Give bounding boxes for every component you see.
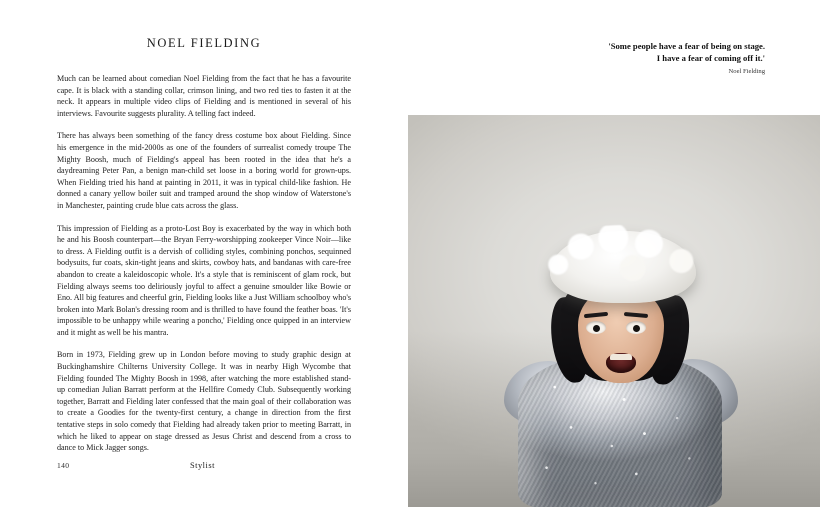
page-number: 140 bbox=[57, 461, 70, 470]
body-paragraph-1: Much can be learned about comedian Noel Fielding from the fact that he has a favourite cape. It is black with a standing collar, crimson lining, and two red ties to fasten it at the neck. It appears in multiple video clips of Fielding and is mentioned in several of his interviews. Favourite suggests plurality. A telling fact indeed. bbox=[57, 74, 351, 118]
pupil-left bbox=[593, 325, 600, 332]
teeth bbox=[610, 354, 632, 360]
pull-quote-line-1: 'Some people have a fear of being on stage. bbox=[608, 41, 765, 51]
eye-right bbox=[626, 321, 646, 334]
portrait-photo bbox=[408, 115, 820, 507]
pupil-right bbox=[633, 325, 640, 332]
pull-quote-line-2: I have a fear of coming off it.' bbox=[656, 53, 765, 64]
running-head: Stylist bbox=[190, 461, 215, 470]
article-text-column bbox=[57, 36, 351, 465]
body-paragraph-4: Born in 1973, Fielding grew up in London before moving to study graphic design at Buckinghamshire Chilterns University College. It was in nearby High Wycombe that Fielding founded The Mighty Boosh in 1998, after watching the more established stand-up comedian Julian Barratt perform at the Hellfire Comedy Club. Subsequently working together, Barratt and Fielding later confessed that the main goal of their collaboration was to create a Goodies for the twenty-first century, a change in direction from the first tentative steps in solo comedy that Fielding had already taken prior to meeting Barratt, in which he liked to appear on stage dressed as Jesus Christ and descend from a cross to dance to Mick Jagger songs. bbox=[57, 350, 351, 453]
fur-hat bbox=[550, 231, 696, 303]
body-paragraph-2: There has always been something of the fancy dress costume box about Fielding. Since his emergence in the mid-2000s as one of the founders of surrealist comedy troupe The Mighty Boosh, much of Fielding's appeal has been rooted in the idea that he's a daydreaming Peter Pan, a benign man-child set loose in a boring world for grown-ups. When Fielding tried his hand at painting in 2011, it was in typical child-like fashion. He donned a canary yellow boiler suit and tramped around the shop window of Waterstone's in Manchester, painting crude blue cats across the glass. bbox=[57, 131, 351, 210]
pull-quote-attribution: Noel Fielding bbox=[728, 68, 765, 76]
fur-texture bbox=[542, 225, 704, 297]
eye-left bbox=[586, 321, 606, 334]
body-paragraph-3: This impression of Fielding as a proto-Lost Boy is exacerbated by the way in which both he and his Boosh counterpart—the Bryan Ferry-worshipping zookeeper Vince Noir—like to dress. A Fielding outfit is a dervish of colliding styles, combining ponchos, sequinned bodysuits, fur coats, skin-tight jeans and skirts, cowboy hats, and bandanas with care-free abandon to create a kaleidoscopic whole. It's a style that is reminiscent of glam rock, but Fielding always seems too deliriously joyful to affect a genuine smoulder like Bowie or Eno. All big features and cheerful grin, Fielding looks like a Just William schoolboy who's broken into Mark Bolan's dressing room and is thrilled to have found the feather boas. 'It's impossible to be unhappy while wearing a poncho,' Fielding once quipped in an interview and it might as well be his mantra. bbox=[57, 223, 351, 337]
mouth bbox=[606, 353, 636, 373]
pull-quote bbox=[465, 40, 765, 75]
page-title: NOEL FIELDING bbox=[146, 36, 262, 50]
photo-subject-figure bbox=[500, 235, 740, 507]
